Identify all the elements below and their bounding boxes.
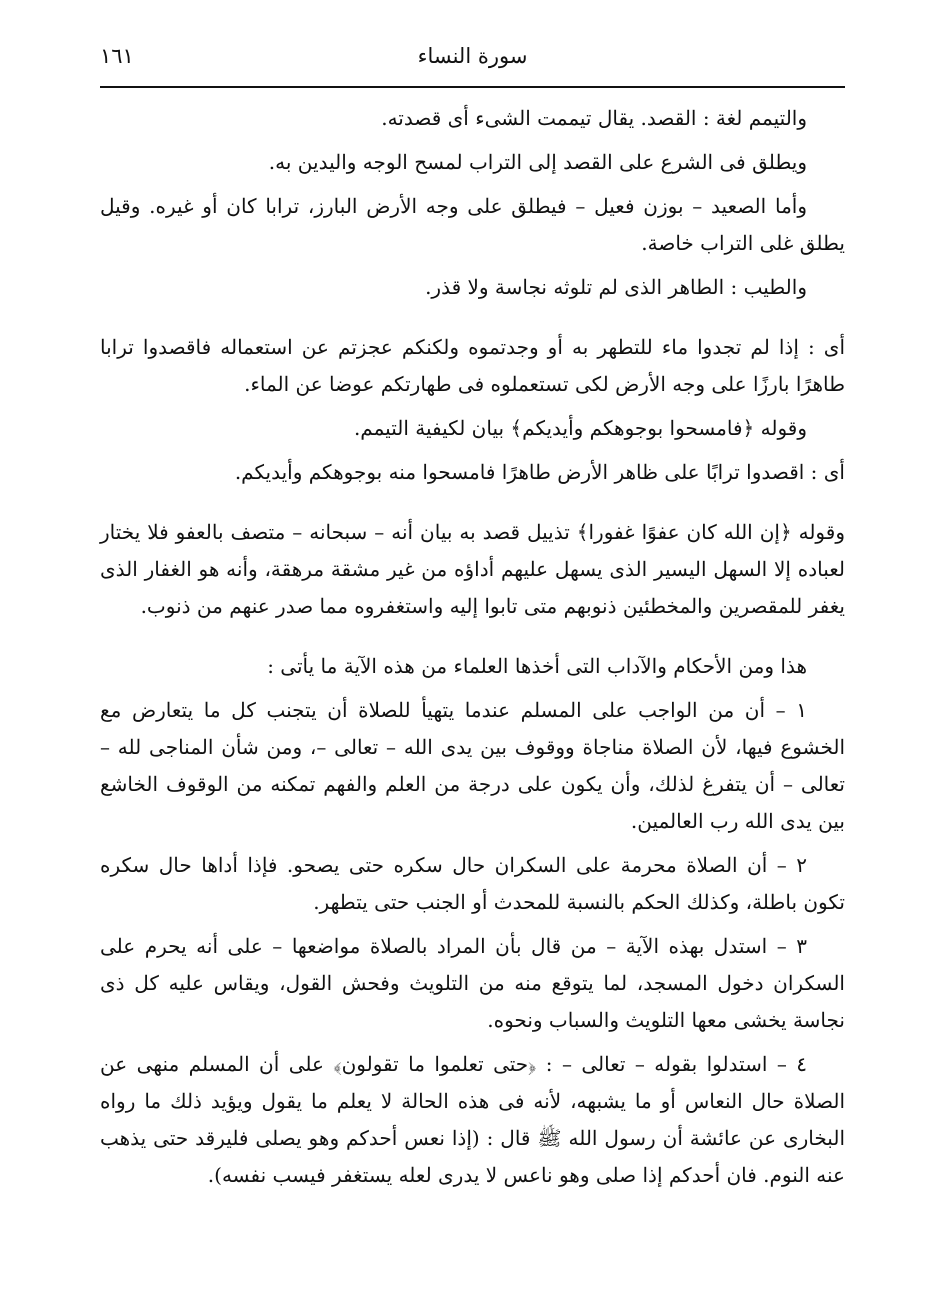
page-number: ١٦١ bbox=[100, 44, 134, 68]
ruling-4: ٤ – استدلوا بقوله – تعالى – : ﴿حتى تعلموا ما تقولون﴾ على أن المسلم منهى عن الصلاة حال النعاس أو ما يشبهه، لأنه فى هذه الحالة لا يعلم ما يقول ويؤيد ذلك ما رواه البخارى عن عائشة أن رسول الله ﷺ قال : (إذا نعس أحدكم وهو يصلى فليرقد حتى يذهب عنه النوم. فان أحدكم إذا صلى وهو ناعس لا يدرى لعله يستغفر فيسب نفسه). bbox=[100, 1052, 845, 1187]
paragraph-rulings-intro: هذا ومن الأحكام والآداب التى أخذها العلماء من هذه الآية ما يأتى : bbox=[267, 654, 807, 678]
paragraph-tayammum-definition: والتيمم لغة : القصد. يقال تيممت الشىء أى قصدته. bbox=[381, 106, 807, 130]
ruling-2: ٢ – أن الصلاة محرمة على السكران حال سكره حتى يصحو. فإذا أداها حال سكره تكون باطلة، وكذلك الحكم بالنسبة للمحدث أو الجنب حتى يتطهر. bbox=[100, 853, 845, 914]
ruling-1: ١ – أن من الواجب على المسلم عندما يتهيأ للصلاة أن يتجنب كل ما يتعارض مع الخشوع فيها، لأن الصلاة مناجاة ووقوف بين يدى الله – تعالى –، ومن شأن المناجى لله – تعالى – أن يتفرغ لذلك، وأن يكون على درجة من العلم والفهم تمكنه من الوقوف الخاشع بين يدى الله رب العالمين. bbox=[100, 698, 845, 833]
page-body bbox=[100, 100, 845, 1194]
paragraph-saeed: وأما الصعيد – بوزن فعيل – فيطلق على وجه الأرض البارز، ترابا كان أو غيره. وقيل يطلق غلى التراب خاصة. bbox=[100, 194, 845, 255]
paragraph-sharia-meaning: ويطلق فى الشرع على القصد إلى التراب لمسح الوجه واليدين به. bbox=[268, 150, 807, 174]
paragraph-forgiveness: وقوله ﴿إن الله كان عفوًا غفورا﴾ تذييل قصد به بيان أنه – سبحانه – متصف بالعفو فلا يختار لعباده إلا السهل اليسير الذى يسهل عليهم أداؤه من غير مشقة مرهقة، وأنه هو الغفار الذى يغفر للمقصرين والمخطئين ذنوبهم متى تابوا إليه واستغفروه مما صدر عنهم من ذنوب. bbox=[100, 520, 845, 618]
header-divider bbox=[100, 86, 845, 88]
paragraph-tayyib: والطيب : الطاهر الذى لم تلوثه نجاسة ولا قذر. bbox=[425, 275, 807, 299]
paragraph-meaning: أى : إذا لم تجدوا ماء للتطهر به أو وجدتموه ولكنكم عجزتم عن استعماله فاقصدوا ترابا طاهرًا بارزًا على وجه الأرض لكى تستعملوه فى طهارتكم عوضا عن الماء. bbox=[100, 335, 845, 396]
surah-title: سورة النساء bbox=[417, 44, 528, 68]
ruling-3: ٣ – استدل بهذه الآية – من قال بأن المراد بالصلاة مواضعها – على أنه يحرم على السكران دخول المسجد، لما يتوقع منه من التلويث وفحش القول، ويقاس عليه كل ذى نجاسة يخشى معها التلويث والسباب ونحوه. bbox=[100, 934, 845, 1032]
paragraph-explanation: أى : اقصدوا ترابًا على ظاهر الأرض طاهرًا فامسحوا منه بوجوهكم وأيديكم. bbox=[234, 460, 845, 484]
paragraph-wiping-method: وقوله ﴿فامسحوا بوجوهكم وأيديكم﴾ بيان لكيفية التيمم. bbox=[353, 416, 807, 440]
page-header bbox=[100, 30, 845, 86]
